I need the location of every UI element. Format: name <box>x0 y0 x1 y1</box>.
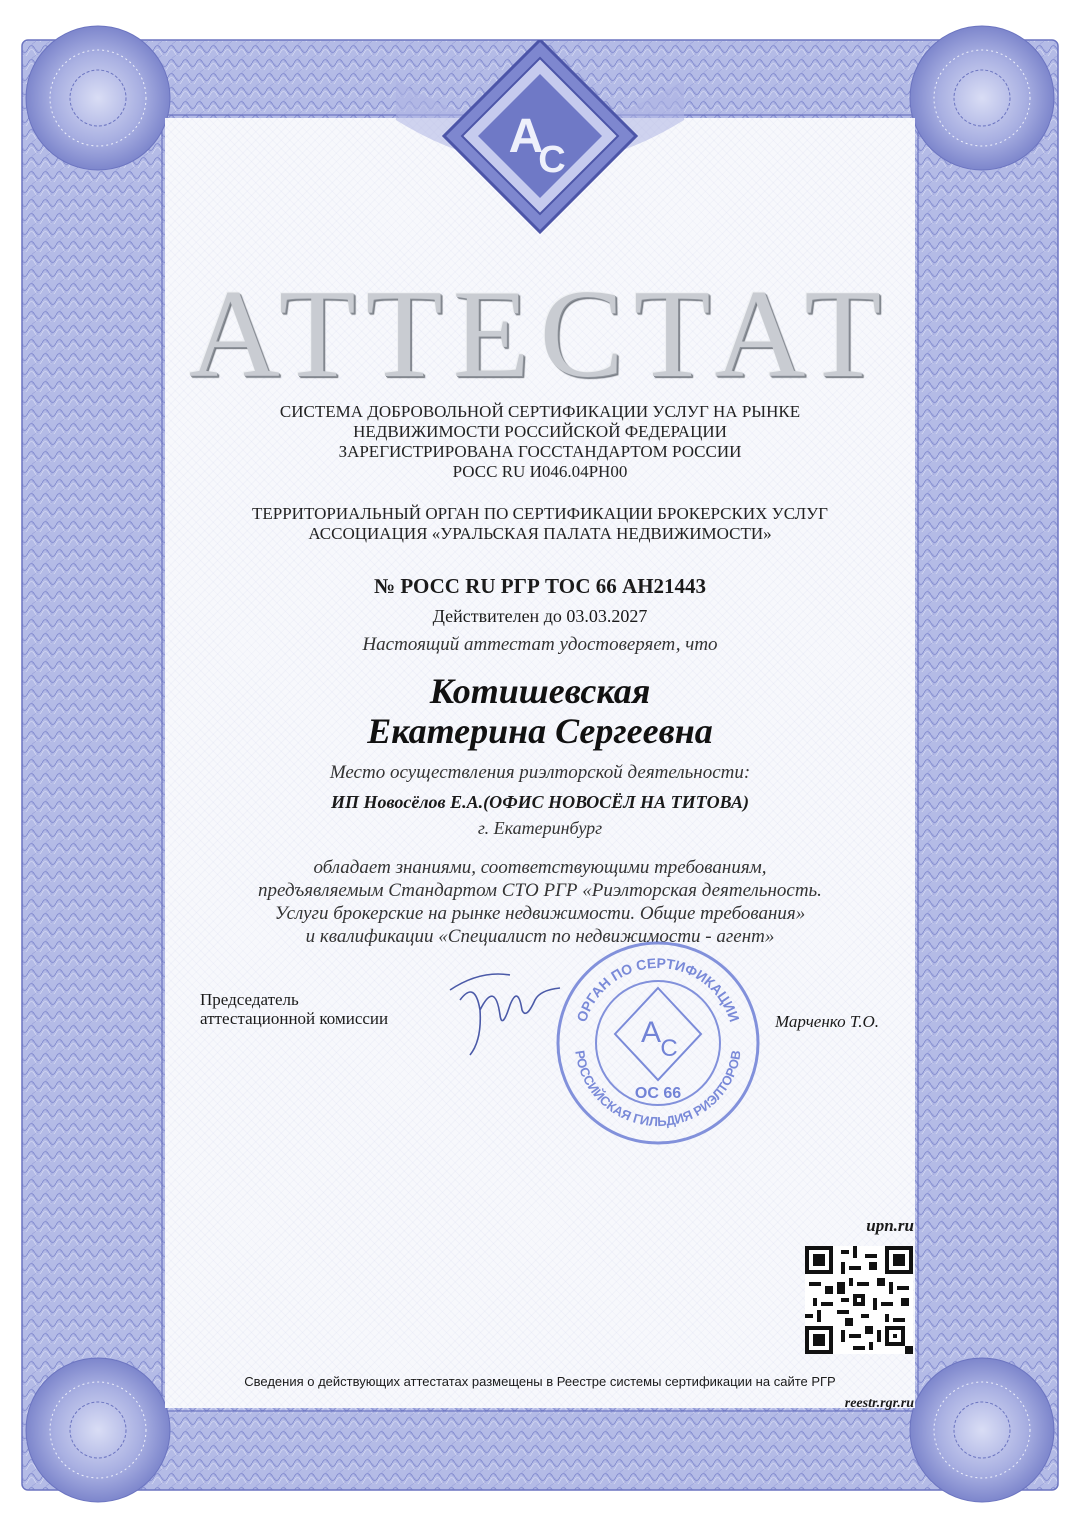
diamond-logo-icon <box>396 40 684 240</box>
authority-block <box>0 504 1080 544</box>
seal-logo-c: C <box>660 1035 678 1062</box>
signatory-title-line: аттестационной комиссии <box>200 1009 389 1028</box>
workplace-label: Место осуществления риэлторской деятельности: <box>329 762 751 783</box>
document-title: АТТЕСТАТ <box>188 265 892 404</box>
seal-logo-a: A <box>640 1016 662 1049</box>
statement-line: Услуги брокерские на рынке недвижимости. Общие требования» <box>274 903 806 924</box>
statement-line: обладает знаниями, соответствующими требованиям, <box>313 857 767 878</box>
seal-center-text: ОС 66 <box>634 1085 682 1102</box>
certification-system-block <box>0 402 1080 482</box>
seal-bottom-text: РОССИЙСКАЯ ГИЛЬДИЯ РИЭЛТОРОВ <box>572 1049 744 1130</box>
certificate-number: № РОСС RU РГР ТОС 66 АН21443 <box>373 574 707 598</box>
handwritten-signature <box>440 960 570 1060</box>
signatory-title <box>200 990 388 1028</box>
signatory-name: Марченко Т.О. <box>775 1012 880 1031</box>
valid-until: Действителен до 03.03.2027 <box>432 606 648 626</box>
system-line: НЕДВИЖИМОСТИ РОССИЙСКОЙ ФЕДЕРАЦИИ <box>353 422 727 441</box>
registry-note: Сведения о действующих аттестатах размещены в Реестре системы сертификации на сайте РГР <box>244 1374 836 1389</box>
qr-code[interactable] <box>805 1246 913 1354</box>
holder-given-names: Екатерина Сергеевна <box>367 711 713 751</box>
statement-line: и квалификации «Специалист по недвижимости - агент» <box>305 926 775 947</box>
holder-surname: Котишевская <box>429 671 651 711</box>
statement-line: предъявляемым Стандартом СТО РГР «Риэлторская деятельность. <box>258 880 822 901</box>
authority-line: ТЕРРИТОРИАЛЬНЫЙ ОРГАН ПО СЕРТИФИКАЦИИ БРОКЕРСКИХ УСЛУГ <box>252 504 828 523</box>
logo-letter-a: A <box>508 110 544 163</box>
system-registration: РОСС RU И046.04РН00 <box>452 462 628 481</box>
workplace-office: ИП Новосёлов Е.А.(ОФИС НОВОСЁЛ НА ТИТОВА) <box>331 792 749 812</box>
qualification-statement <box>0 856 1080 948</box>
website-label: upn.ru <box>866 1216 914 1235</box>
organization-seal <box>553 938 763 1148</box>
system-line: СИСТЕМА ДОБРОВОЛЬНОЙ СЕРТИФИКАЦИИ УСЛУГ НА РЫНКЕ <box>279 402 801 421</box>
authority-line: АССОЦИАЦИЯ «УРАЛЬСКАЯ ПАЛАТА НЕДВИЖИМОСТИ» <box>308 524 772 543</box>
logo-letter-c: C <box>538 139 566 181</box>
certifies-text: Настоящий аттестат удостоверяет, что <box>362 634 718 655</box>
registry-link[interactable]: reestr.rgr.ru <box>844 1396 914 1411</box>
signatory-title-line: Председатель <box>200 990 299 1009</box>
seal-top-text: ОРГАН ПО СЕРТИФИКАЦИИ <box>573 954 743 1024</box>
workplace-city: г. Екатеринбург <box>477 818 603 838</box>
system-line: ЗАРЕГИСТРИРОВАНА ГОССТАНДАРТОМ РОССИИ <box>338 442 742 461</box>
